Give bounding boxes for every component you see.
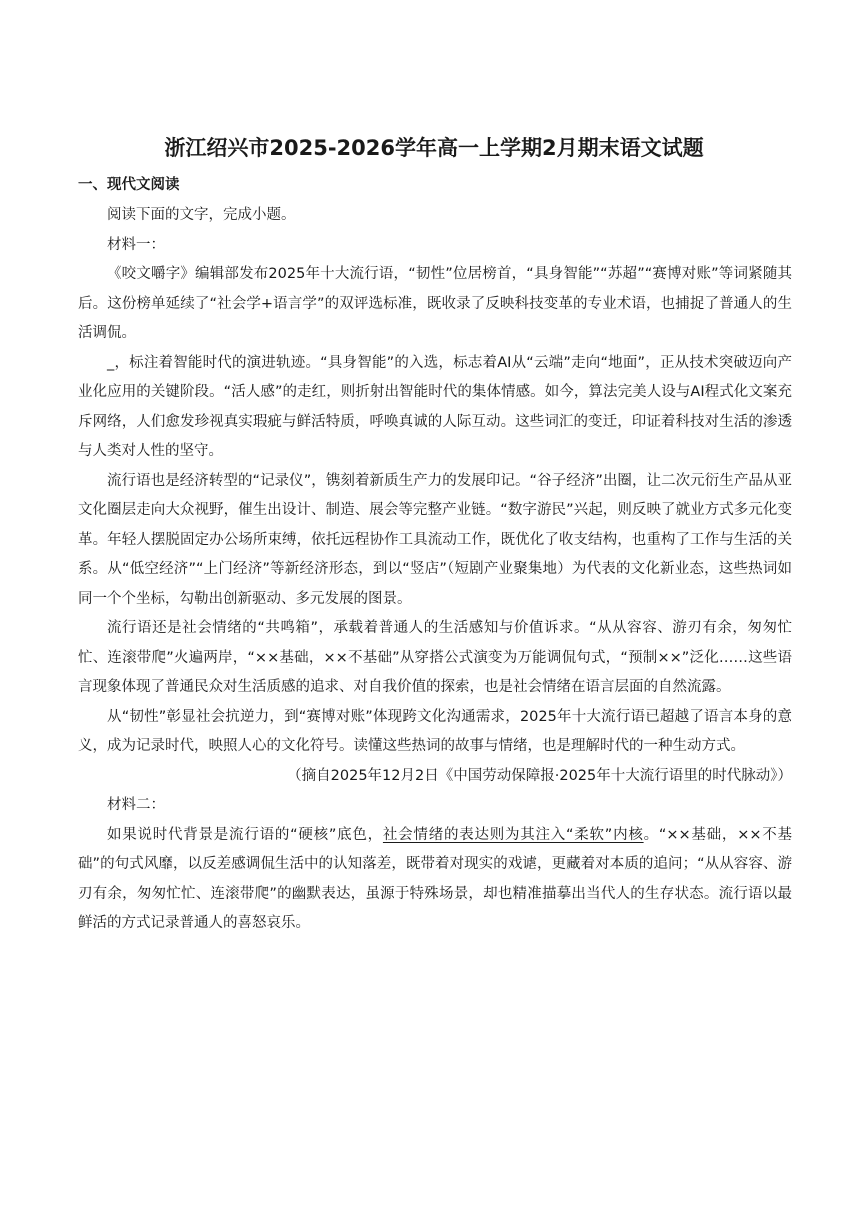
material1-paragraph-5: 从“韧性”彰显社会抗逆力，到“赛博对账”体现跨文化沟通需求，2025年十大流行语已超越了语言本身的意义，成为记录时代，映照人心的文化符号。读懂这些热词的故事与情绪，也是理解时代的一种生动方式。 — [78, 708, 792, 754]
material1-source: （摘自2025年12月2日《中国劳动保障报·2025年十大流行语里的时代脉动》） — [287, 767, 792, 784]
article-body — [78, 201, 792, 939]
material1-label: 材料一： — [107, 236, 165, 253]
material2-paragraph-1 — [78, 821, 792, 939]
material1-paragraph-3: 流行语也是经济转型的“记录仪”，镌刻着新质生产力的发展印记。“谷子经济”出圈，让二次元衍生产品从亚文化圈层走向大众视野，催生出设计、制造、展会等完整产业链。“数字游民”兴起，则反映了就业方式多元化变革。年轻人摆脱固定办公场所束缚，依托远程协作工具流动工作，既优化了收支结构，也重构了工作与生活的关系。从“低空经济”“上门经济”等新经济形态，到以“竖店”（短剧产业聚集地）为代表的文化新业态，这些热词如同一个个坐标，勾勒出创新驱动、多元发展的图景。 — [78, 472, 792, 607]
material1-paragraph-2: _，标注着智能时代的演进轨迹。“具身智能”的入选，标志着AI从“云端”走向“地面”，正从技术突破迈向产业化应用的关键阶段。“活人感”的走红，则折射出智能时代的集体情感。如今，算法完美人设与AI程式化文案充斥网络，人们愈发珍视真实瑕疵与鲜活特质，呼唤真诚的人际互动。这些词汇的变迁，印证着科技对生活的渗透与人类对人性的坚守。 — [78, 354, 792, 459]
material2-p1-before: 如果说时代背景是流行语的“硬核”底色， — [107, 826, 383, 843]
material1-paragraph-4: 流行语还是社会情绪的“共鸣箱”，承载着普通人的生活感知与价值诉求。“从从容容、游刃有余，匆匆忙忙、连滚带爬”火遍两岸，“××基础，××不基础”从穿搭公式演变为万能调侃句式，“预制××”泛化……这些语言现象体现了普通民众对生活质感的追求、对自我价值的探索，也是社会情绪在语言层面的自然流露。 — [78, 620, 792, 695]
page-title: 浙江绍兴市2025-2026学年高一上学期2月期末语文试题 — [164, 136, 704, 160]
material2-label: 材料二： — [107, 797, 165, 813]
underlined-phrase: 社会情绪的表达则为其注入“柔软”内核 — [382, 826, 644, 843]
instruction-text: 阅读下面的文字，完成小题。 — [107, 207, 296, 223]
section-heading: 一、现代文阅读 — [78, 177, 180, 193]
material2-p1-after: 。“××基础，××不基础”的句式风靡，以反差感调侃生活中的认知落差，既带着对现实的戏谑，更藏着对本质的追问；“从从容容、游刃有余，匆匆忙忙、连滚带爬”的幽默表达，虽源于特殊场景，却也精准描摹出当代人的生存状态。流行语以最鲜活的方式记录普通人的喜怒哀乐。 — [78, 826, 793, 931]
material1-paragraph-1: 《咬文嚼字》编辑部发布2025年十大流行语，“韧性”位居榜首，“具身智能”“苏超”“赛博对账”等词紧随其后。这份榜单延续了“社会学+语言学”的双评选标准，既收录了反映科技变革的专业术语，也捕捉了普通人的生活调侃。 — [78, 266, 792, 341]
